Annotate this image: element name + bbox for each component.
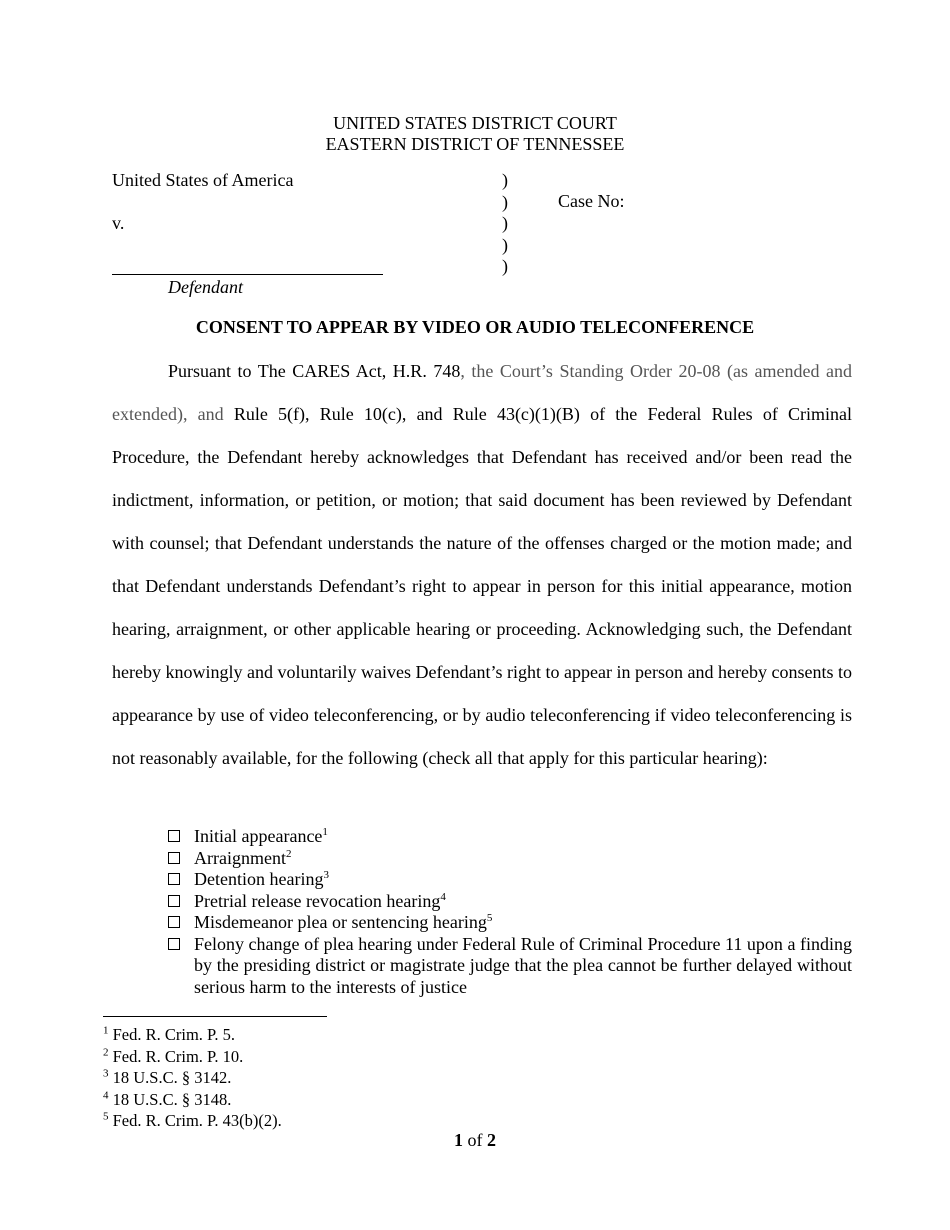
consent-paragraph bbox=[112, 350, 852, 780]
court-district: EASTERN DISTRICT OF TENNESSEE bbox=[325, 134, 625, 154]
footnote bbox=[103, 1024, 282, 1046]
defendant-name-line[interactable] bbox=[112, 274, 383, 275]
footnote-ref: 5 bbox=[486, 912, 493, 924]
body-text-cares: Pursuant to The CARES Act, H.R. 748 bbox=[168, 361, 461, 381]
footnote-ref: 4 bbox=[440, 890, 446, 903]
footnote-text: 18 U.S.C. § 3148. bbox=[112, 1089, 232, 1109]
checkbox[interactable] bbox=[168, 873, 180, 885]
checklist-item bbox=[168, 826, 852, 848]
footnote bbox=[103, 1046, 282, 1068]
footnote bbox=[103, 1110, 282, 1132]
checklist-item-label: Felony change of plea hearing under Federal Rule of Criminal Procedure 11 upon a finding by the presiding district or magistrate judge that the plea cannot be further delayed without serious harm to the interests of justice bbox=[194, 933, 852, 997]
footnote-number: 5 bbox=[103, 1110, 109, 1123]
checklist-item bbox=[168, 912, 852, 934]
document-title: CONSENT TO APPEAR BY VIDEO OR AUDIO TELECONFERENCE bbox=[195, 317, 755, 337]
body-text-rules: Rule 5(f), Rule 10(c), and Rule 43(c)(1)(B) of the Federal Rules of Criminal Procedure, the Defendant hereby acknowledges that Defendant has received and/or been read the indictment, information, or petition, or motion; that said document has been reviewed by Defendant with counsel; that Defendant understands the nature of the offenses charged or the motion made; and that Defendant understands Defendant’s right to appear in person for this initial appearance, motion hearing, arraignment, or other applicable hearing or proceeding. Acknowledging such, the Defendant hereby knowingly and voluntarily waives Defendant’s right to appear in person and hereby consents to appearance by use of video teleconferencing, or by audio teleconferencing if video teleconferencing is not reasonably available, for the following (check all that apply for this particular hearing): bbox=[112, 404, 853, 768]
checklist-item-label: Arraignment bbox=[194, 847, 286, 868]
court-name: UNITED STATES DISTRICT COURT bbox=[333, 113, 617, 133]
checklist-item-label: Pretrial release revocation hearing bbox=[194, 890, 441, 911]
defendant-label: Defendant bbox=[168, 277, 243, 297]
footnote-number: 4 bbox=[103, 1089, 109, 1101]
footnote-number: 1 bbox=[103, 1024, 109, 1037]
footnote-number: 2 bbox=[103, 1046, 109, 1058]
caption-paren: ) bbox=[502, 234, 508, 255]
footnote-ref: 2 bbox=[285, 847, 292, 860]
caption-paren: ) bbox=[502, 191, 508, 212]
case-no-label: Case No: bbox=[558, 191, 625, 211]
footnote-divider bbox=[103, 1016, 327, 1017]
caption-parens bbox=[502, 170, 508, 278]
checklist-item bbox=[168, 891, 852, 913]
footnote bbox=[103, 1089, 282, 1111]
checkbox[interactable] bbox=[168, 852, 180, 864]
footnote bbox=[103, 1067, 282, 1089]
footnote-text: Fed. R. Crim. P. 43(b)(2). bbox=[112, 1111, 282, 1130]
checklist-item bbox=[168, 934, 852, 999]
checklist-item-label: Misdemeanor plea or sentencing hearing bbox=[194, 912, 487, 932]
versus-label: v. bbox=[112, 213, 125, 233]
checkbox[interactable] bbox=[168, 830, 180, 842]
checklist-item-label: Initial appearance bbox=[194, 826, 323, 846]
footnote-text: Fed. R. Crim. P. 10. bbox=[112, 1046, 244, 1066]
footnote-ref: 1 bbox=[322, 826, 328, 838]
footnotes bbox=[103, 1024, 282, 1132]
caption-paren: ) bbox=[502, 256, 508, 276]
checklist-item bbox=[168, 869, 852, 891]
checklist-item-label: Detention hearing bbox=[194, 869, 324, 889]
page-current: 1 bbox=[454, 1130, 463, 1150]
body-text-standing-order: , the Court’s Standing Order 20-08 (as amended and extended), and bbox=[112, 361, 852, 424]
footnote-ref: 3 bbox=[323, 869, 329, 881]
checkbox[interactable] bbox=[168, 916, 180, 928]
caption-paren: ) bbox=[502, 213, 508, 233]
page-number bbox=[0, 1130, 950, 1151]
footnote-text: Fed. R. Crim. P. 5. bbox=[112, 1025, 236, 1044]
footnote-number: 3 bbox=[103, 1067, 109, 1080]
checkbox[interactable] bbox=[168, 895, 180, 907]
caption-paren: ) bbox=[502, 170, 508, 190]
hearing-checklist bbox=[168, 826, 852, 998]
plaintiff-name: United States of America bbox=[112, 170, 294, 190]
checklist-item bbox=[168, 848, 852, 870]
footnote-text: 18 U.S.C. § 3142. bbox=[112, 1068, 232, 1087]
page-of-label: of bbox=[467, 1130, 483, 1150]
checkbox[interactable] bbox=[168, 938, 180, 950]
page-total: 2 bbox=[487, 1130, 496, 1150]
